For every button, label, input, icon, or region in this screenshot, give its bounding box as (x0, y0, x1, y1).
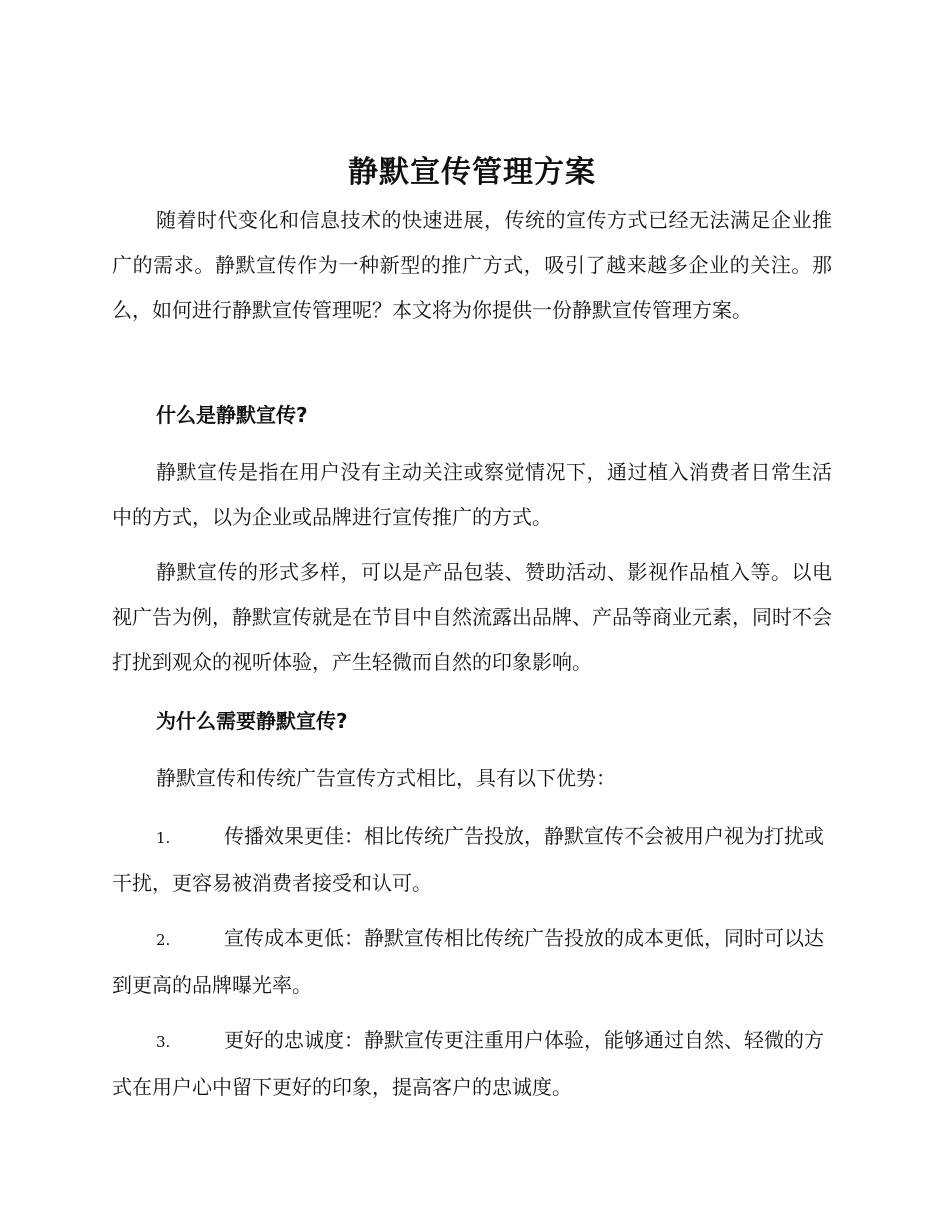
document-title: 静默宣传管理方案 (348, 155, 596, 190)
list-item (112, 1018, 832, 1110)
list-text: 传播效果更佳：相比传统广告投放，静默宣传不会被用户视为打扰或干扰，更容易被消费者接受和认可。 (112, 824, 824, 895)
list-item (112, 916, 832, 1008)
list-text: 更好的忠诚度：静默宣传更注重用户体验，能够通过自然、轻微的方式在用户心中留下更好的印象，提高客户的忠诚度。 (112, 1028, 824, 1099)
list-number: 3. (156, 1033, 171, 1051)
advantages-lead: 静默宣传和传统广告宣传方式相比，具有以下优势： (156, 766, 616, 790)
section-heading-what: 什么是静默宣传? (156, 403, 308, 427)
intro-paragraph: 随着时代变化和信息技术的快速进展，传统的宣传方式已经无法满足企业推广的需求。静默宣传作为一种新型的推广方式，吸引了越来越多企业的关注。那么，如何进行静默宣传管理呢？本文将为你提供一份静默宣传管理方案。 (112, 208, 832, 322)
list-number: 1. (156, 829, 171, 847)
forms-paragraph: 静默宣传的形式多样，可以是产品包装、赞助活动、影视作品植入等。以电视广告为例，静默宣传就是在节目中自然流露出品牌、产品等商业元素，同时不会打扰到观众的视听体验，产生轻微而自然的印象影响。 (112, 560, 832, 674)
list-number: 2. (156, 931, 171, 949)
list-text: 宣传成本更低：静默宣传相比传统广告投放的成本更低，同时可以达到更高的品牌曝光率。 (112, 926, 824, 997)
definition-paragraph: 静默宣传是指在用户没有主动关注或察觉情况下，通过植入消费者日常生活中的方式，以为企业或品牌进行宣传推广的方式。 (112, 460, 832, 529)
list-item (112, 814, 832, 906)
section-heading-why: 为什么需要静默宣传? (156, 709, 348, 733)
